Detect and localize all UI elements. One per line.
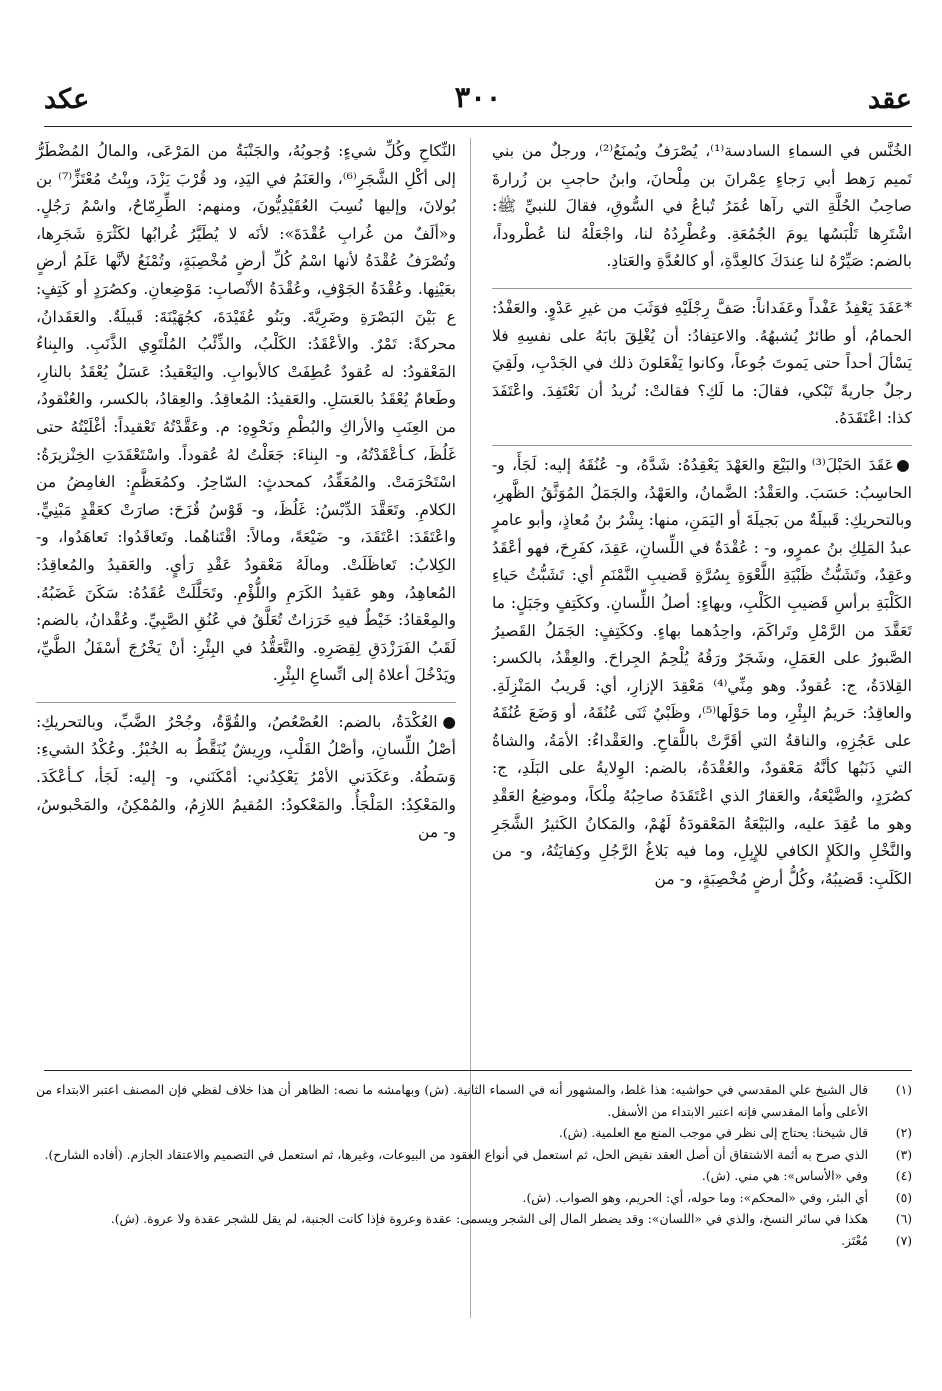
footnote-number: (٣) (895, 1147, 912, 1162)
footnote (36, 1209, 912, 1231)
entry-paragraph: *عَفَدَ يَعْفِدُ عَفْداً وعَفَداناً: صَفَّ رِجْلَيْهِ فوَثَبَ من غيرِ عَدْوٍ. والعَفْدُ: الحمامُ، أو طائرٌ يُشبهُهُ. والاعتِفادُ: أن يُغْلِقَ بابَهُ على نفسِهِ فلا يَسْألَ أحداً حتى يَموتَ جُوعاً، وكانوا يَفْعَلونَ ذلك في الجَدْبِ، ولَقِيَ رجلٌ جاريةً تَبْكي، فقالَ: ما لَكِ؟ فقالتْ: نُريدُ أن نَعْتَفِدَ. واعْتَفَدَ كذا: اعْتَقَدَهُ. (492, 288, 912, 433)
entry-paragraph: ●العُكْدَةُ، بالضم: العُصْعُصُ، والقُوَّةُ، وجُحْرُ الضَّبِّ، وبالتحريكِ: أصْلُ اللِّسانِ، وأصْلُ القَلْبِ، ورِيشٌ يُنَقَّطُ به الخُبْزُ. وعُكْدُ الشيءِ: وَسَطُهُ. وعَكَدَني الأمْرُ يَعْكِدُني: أمْكَنَني، و- إليه: لَجَأ، كـأعْكَدَ. والمَعْكِدُ: المَلْجَأُ. والمَعْكودُ: المُقيمُ اللازِمُ، والمُمْكِنُ، والمَحْبوسُ، و- من (36, 702, 456, 847)
footnote-text: قال الشيخ علي المقدسي في حواشيه: هذا غلط، والمشهور أنه في السماء الثانية. (ش) وبهامشه ما نصه: الظاهر أن هذا خلاف لفظي فإن المصنف اعتبر الابتداء من الأعلى وأما المقدسي فإنه اعتبر الابتداء من الأسفل. (36, 1083, 868, 1119)
header-headword-left: عكد (44, 84, 90, 115)
footnote (36, 1145, 912, 1167)
footnote-number: (٤) (895, 1169, 912, 1183)
page-header (44, 80, 912, 124)
footnote-text: الذي صرح به أئمة الاشتقاق أن أصل العقد نقيض الحل، ثم استعمل في أنواع العقود من البيوعات، وغيرها، ثم استعمل في التصميم والاعتقاد الجازم. (أفاده الشارح). (44, 1147, 868, 1162)
footnote-text: أي البئر، وفي «المحكم»: وما حوله، أي: الحريم، وهو الصواب. (ش). (522, 1190, 868, 1205)
footnote-number: (٧) (895, 1233, 912, 1248)
entry-paragraph: ●عَقَدَ الحَبْلَ⁽³⁾ والبَيْعَ والعَهْدَ يَعْقِدُهُ: شَدَّهُ، و- عُنُقَهُ إليه: لَجَأَ، و- الحاسِبُ: حَسَبَ. والعَقْدُ: الضَّمانُ، والعَهْدُ، والجَمَلُ المُوَثَّقُ الظَّهرِ، وبالتحريكِ: قَبيلَةٌ من بَجيلَةَ أو اليَمَنِ، منها: بِشْرُ بنُ مُعاذٍ، وأبو عامرٍ عبدُ المَلِكِ بنُ عمرٍو، و- : عُقْدَةٌ في اللِّسانِ، عَقِدَ، كفَرِحَ، فهو أعْقَدُ وعَقِدٌ، وتَشَبُّثُ ظَبْيَةِ اللَّعْوَةِ بِسُرَّةِ قَضيبِ النَّمْنَمِ أي: تَشَبُّثُ حَياءِ الكَلْبَةِ برأسِ قَضيبِ الكَلْبِ، وبهاءٍ: أصلُ اللِّسانِ. وككَتِفٍ وجَبَلٍ: ما تَعَقَّدَ من الرَّمْلِ وتَراكَمَ، واحِدُهما بهاءٍ. وككَتِفٍ: الجَمَلُ القَصيرُ الصَّبورُ على العَمَلِ، وشَجَرٌ ورَقُهُ يُلْحِمُ الجِراحَ. والعِقْدُ، بالكسر: القِلادَةُ، ج: عُقودٌ. وهو مِنِّي⁽⁴⁾ مَعْقِدَ الإزارِ، أي: قَريبُ المَنْزِلَةِ. والعاقِدُ: حَريمُ البِئْرِ، وما حَوْلَها⁽⁵⁾، وظَبْيٌ ثَنَى عُنُقَهُ، أو وَضَعَ عُنُقَهُ على عَجُزِهِ، والناقةُ التي أقَرَّتْ باللَّقاحِ. والعَقْداءُ: الأمَةُ، والشاةُ التي ذَنَبُها كأنَّهُ مَعْقودٌ، والعُقْدَةُ، بالضم: الوِلايةُ على البَلَدِ، ج: كصُرَدٍ، والضَّيْعَةُ، والعَقارُ الذي اعْتَقَدَهُ صاحِبُهُ مِلْكاً، وموضِعُ العَقْدِ وهو ما عُقِدَ عليه، والبَيْعَةُ المَعْقودَةُ لَهُمْ، والمَكانُ الكَثيرُ الشَّجَرِ والنَّخْلِ والكَلإِ الكافي للإِبِلِ، وما فيه بَلاغُ الرَّجُلِ وكِفايَتُهُ، و- من الكَلَبِ: قَضيبُهُ، وكُلُّ أرضٍ مُخْصِبَةٍ، و- من (492, 445, 912, 894)
footnote (36, 1166, 912, 1188)
footnote-text: وفي «الأساس»: هي مني. (ش). (701, 1169, 868, 1183)
footnote-text: مُعْتَز. (841, 1233, 868, 1248)
header-headword-right: عقد (868, 84, 912, 115)
footnote-number: (٢) (895, 1126, 912, 1140)
footnote (36, 1231, 912, 1253)
left-column (36, 138, 456, 859)
footnote-number: (٦) (895, 1212, 912, 1226)
right-column (492, 138, 912, 905)
footnote-text: هكذا في سائر النسخ، والذي في «اللسان»: وقد يضطر المال إلى الشجر ويسمى: عقدة وعروة فإذا كانت الجنبة، لم يقل للشجر عقدة ولا عروة. (ش). (110, 1212, 868, 1226)
header-rule (44, 126, 912, 127)
footnote (36, 1188, 912, 1210)
footnote-number: (١) (895, 1083, 912, 1097)
entry-paragraph: النِّكاحِ وكُلِّ شيءٍ: وُجوبُهُ، والجَنْبَةُ من المَرْعَى، والمالُ المُضْطَرُّ إلى أكْلِ الشَّجَرِ⁽⁶⁾، والعَنَمُ في اليَدِ، ود قُرْبَ يَزْدَ، وبِنْتُ مُعْتَزٍّ⁽⁷⁾ بن بُولانَ، وإليها نُسِبَ العُقَيْدِيُّونَ، ومنهم: الطِّرِمّاحُ، واسْمُ رَجُلٍ. و«ألَفٌ من غُرابِ عُقْدَةَ»: لأنَه لا يُطَيَّرُ غُرابُها لكَثْرَةِ شَجَرِها، وتُصْرَفُ عُقْدَةُ لأنها اسْمُ كُلِّ أرضٍ مُخْصِبَةٍ، وتُمْنَعُ لأنَّها عَلَمُ أرضٍ بعَيْنِها. وعُقْدَةُ الجَوْفِ، وعُقْدَةُ الأنْصابِ: مَوْضِعانِ. وكصُرَدٍ أو كَتِفٍ: ع بَيْنَ البَصْرَةِ وضَرِيَّةَ. وبَنُو عُقَيْدَةَ، كجُهَيْنَةَ: قَبيلَةٌ. والعَقَدانُ، محركةً: تَمْرٌ. والأعْقَدُ: الكَلْبُ، والذِّئْبُ المُلْتَوِي الذَّنَبِ. والبِناءُ المَعْقودُ: له عُقودٌ عُطِفَتْ كالأبوابِ. واليَعْقيدُ: عَسَلٌ يُعْقَدُ بالنارِ، وطَعامٌ يُعْقَدُ بالعَسَلِ. والعَقيدُ: المُعاقِدُ. والعِقادُ، بالكسر، والعُنْقودُ، من العِنَبِ والأراكِ والبُطْمِ ونَحْوِهِ: م. وعَقَّدْتُهُ تَعْقيداً: أغْلَيْتُهُ حتى غَلُظَ، كـأعْقَدْتُهُ، و- البِناءَ: جَعَلْتُ لهُ عُقوداً. واسْتَعْقَدَتِ الخِنْزيرَةُ: اسْتَحْرَمَتْ. والمُعَقِّدُ، كمحدثٍ: السّاحِرُ. وكمُعَظَّمٍ: الغامِضُ من الكلامِ. وتَعَقَّدَ الدِّبْسُ: غَلُظَ، و- قَوْسُ قُزَحَ: صارَتْ كعَقْدٍ مَبْنِيٍّ. واعْتَقَدَ: اعْتَقَدَ، و- ضَيْعَةً، ومالاً: اقْتَناهُما. وتَعاقَدُوا: تَعاهَدُوا، و- الكِلابُ: تَعاظَلَتْ. ومالَهُ مَعْقودُ عَقْدِ رَأيٍ. والعَقيدُ والمُعاقِدُ: المُعاهِدُ، وهو عَقيدُ الكَرَمِ واللُّؤْمِ. وتَحَلَّلَتْ عُقَدُهُ: سَكَنَ غَضَبُهُ. والمِعْقادُ: خَيْطٌ فيهِ خَرَزاتٌ تُعَلَّقُ في عُنُقِ الصَّبِيِّ. وعُقْدانُ، بالضم: لَقَبُ الفَرَزْدَقِ لِقِصَرِهِ. والتَّعَقُّدُ في البِئْرِ: أنْ يَخْرُجَ أسْفَلُ الطَّيِّ، ويَدْخُلَ أعلاهُ إلى اتِّساعِ البِئْرِ. (36, 142, 456, 685)
footnote-number: (٥) (895, 1190, 912, 1205)
page-number: ٣٠٠ (454, 80, 502, 114)
footnote-text: قال شيخنا: يحتاج إلى نظر في موجب المنع مع العلمية. (ش). (558, 1126, 868, 1140)
footnote (36, 1080, 912, 1123)
entry-paragraph: الخُنَّس في السماءِ السادسة⁽¹⁾، يُصْرَفُ ويُمنَعُ⁽²⁾، ورجلٌ من بني تَميم رَهط أبي رَجاءٍ عِمْرانَ بن مِلْحانَ، وابنُ حاجبِ بن زُرارةَ صاحِبُ الحُلَّةِ التي رآها عُمَرُ تُباعُ في السُّوقِ، فقالَ للنبيِّ ﷺ: اشْتَرِها تَلْبَسُها يومَ الجُمُعَةِ. وعُطْرِدُهُ لنا، واجْعَلْهُ لنا عُطْروداً، بالضم: صَيِّرْهُ لنا عِندَكَ كالعِدَّةِ، أو كالعُدَّةِ والعَتادِ. (492, 142, 912, 271)
footnote-rule (44, 1070, 912, 1071)
footnotes (36, 1080, 912, 1252)
footnote (36, 1123, 912, 1145)
